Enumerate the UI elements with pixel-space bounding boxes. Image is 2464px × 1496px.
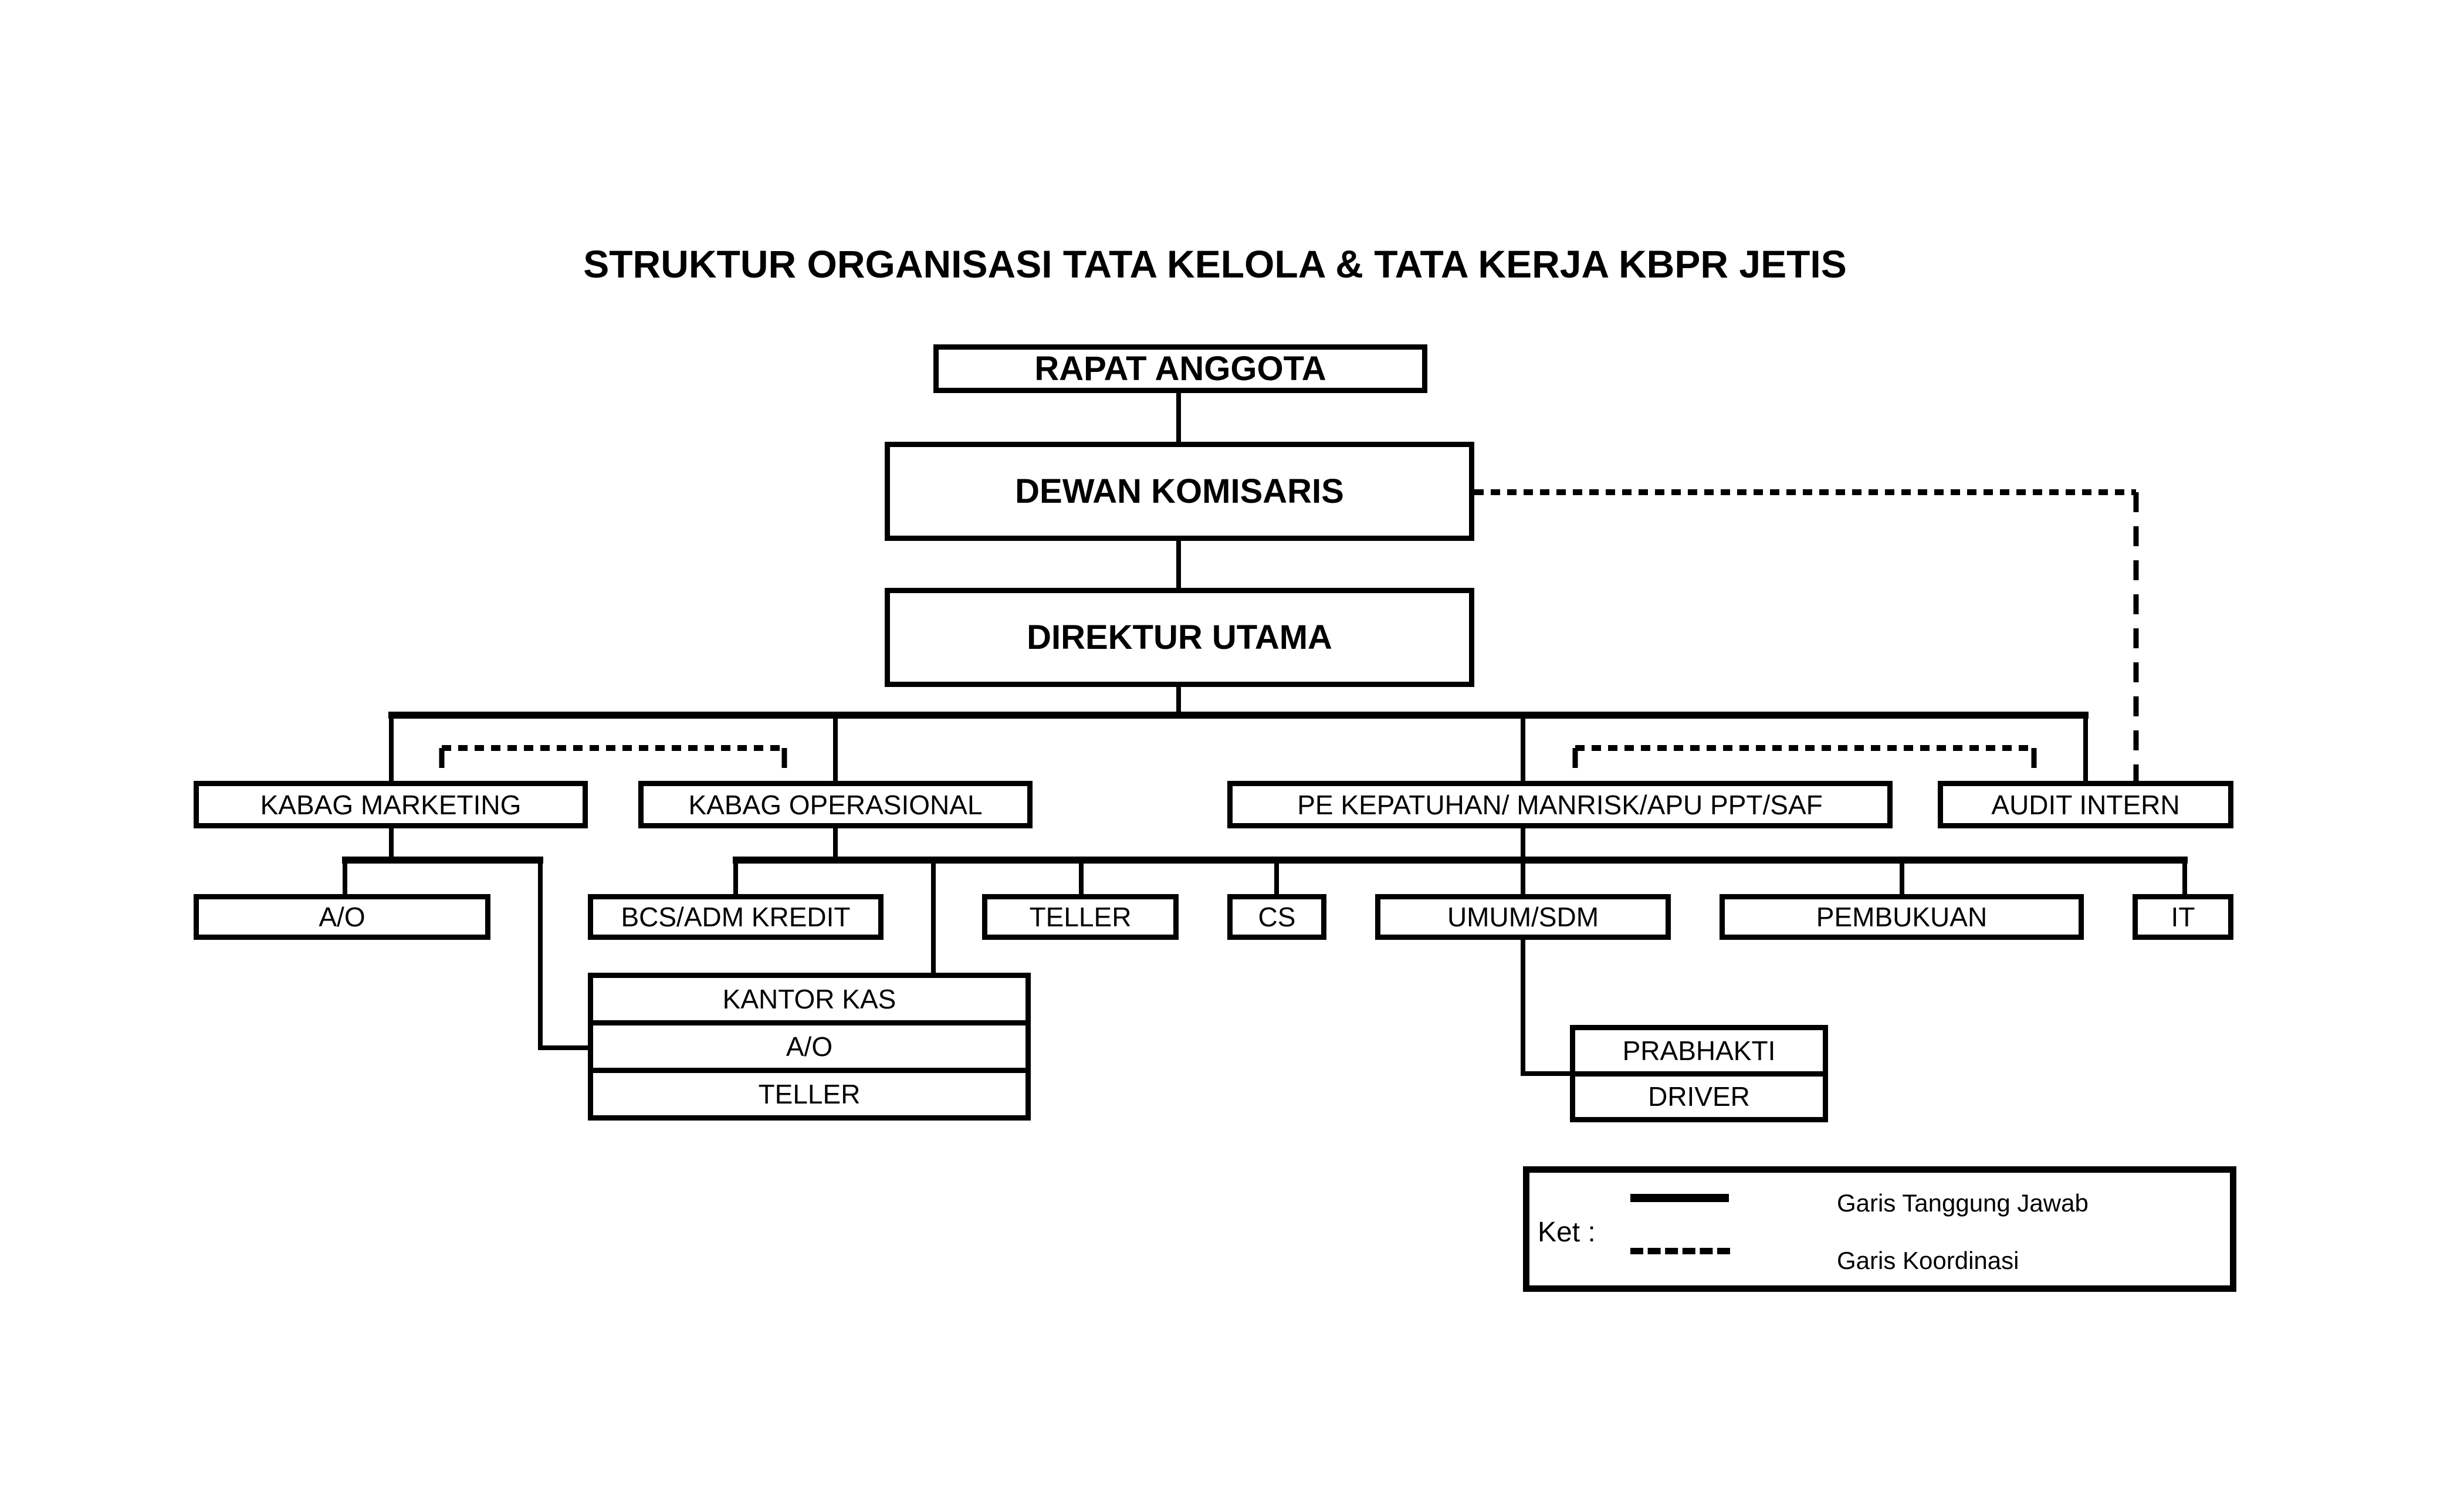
node-rapat-anggota: RAPAT ANGGOTA <box>933 344 1427 393</box>
node-audit-intern: AUDIT INTERN <box>1938 781 2233 828</box>
legend-title: Ket : <box>1538 1217 1596 1248</box>
node-pembukuan: PEMBUKUAN <box>1720 894 2084 940</box>
node-pe-kepatuhan: PE KEPATUHAN/ MANRISK/APU PPT/SAF <box>1227 781 1893 828</box>
legend-box <box>1523 1166 2236 1292</box>
node-ao: A/O <box>194 894 490 940</box>
dashed-line-sample <box>1630 1248 1730 1254</box>
page-title: STRUKTUR ORGANISASI TATA KELOLA & TATA KERJA KBPR JETIS <box>583 242 1847 286</box>
legend-label-solid: Garis Tanggung Jawab <box>1837 1189 2089 1217</box>
node-umum-sdm: UMUM/SDM <box>1375 894 1671 940</box>
node-teller: TELLER <box>982 894 1179 940</box>
node-cs: CS <box>1227 894 1326 940</box>
node-it: IT <box>2133 894 2233 940</box>
node-kantor-kas-ao: A/O <box>593 1020 1025 1068</box>
node-kantor-kas-teller: TELLER <box>593 1068 1025 1115</box>
solid-line-sample <box>1630 1194 1729 1202</box>
node-driver: DRIVER <box>1575 1071 1823 1118</box>
node-prabhakti: PRABHAKTI <box>1622 1035 1776 1066</box>
node-direktur-utama: DIREKTUR UTAMA <box>885 588 1474 687</box>
node-kantor-kas: KANTOR KAS <box>722 984 896 1014</box>
node-bcs-adm-kredit: BCS/ADM KREDIT <box>588 894 884 940</box>
legend-label-dashed: Garis Koordinasi <box>1837 1247 2019 1274</box>
stack-kantor-kas <box>588 973 1031 1121</box>
node-kabag-operasional: KABAG OPERASIONAL <box>638 781 1033 828</box>
node-kabag-marketing: KABAG MARKETING <box>194 781 588 828</box>
node-dewan-komisaris: DEWAN KOMISARIS <box>885 442 1474 541</box>
stack-prabhakti-driver <box>1570 1025 1828 1122</box>
